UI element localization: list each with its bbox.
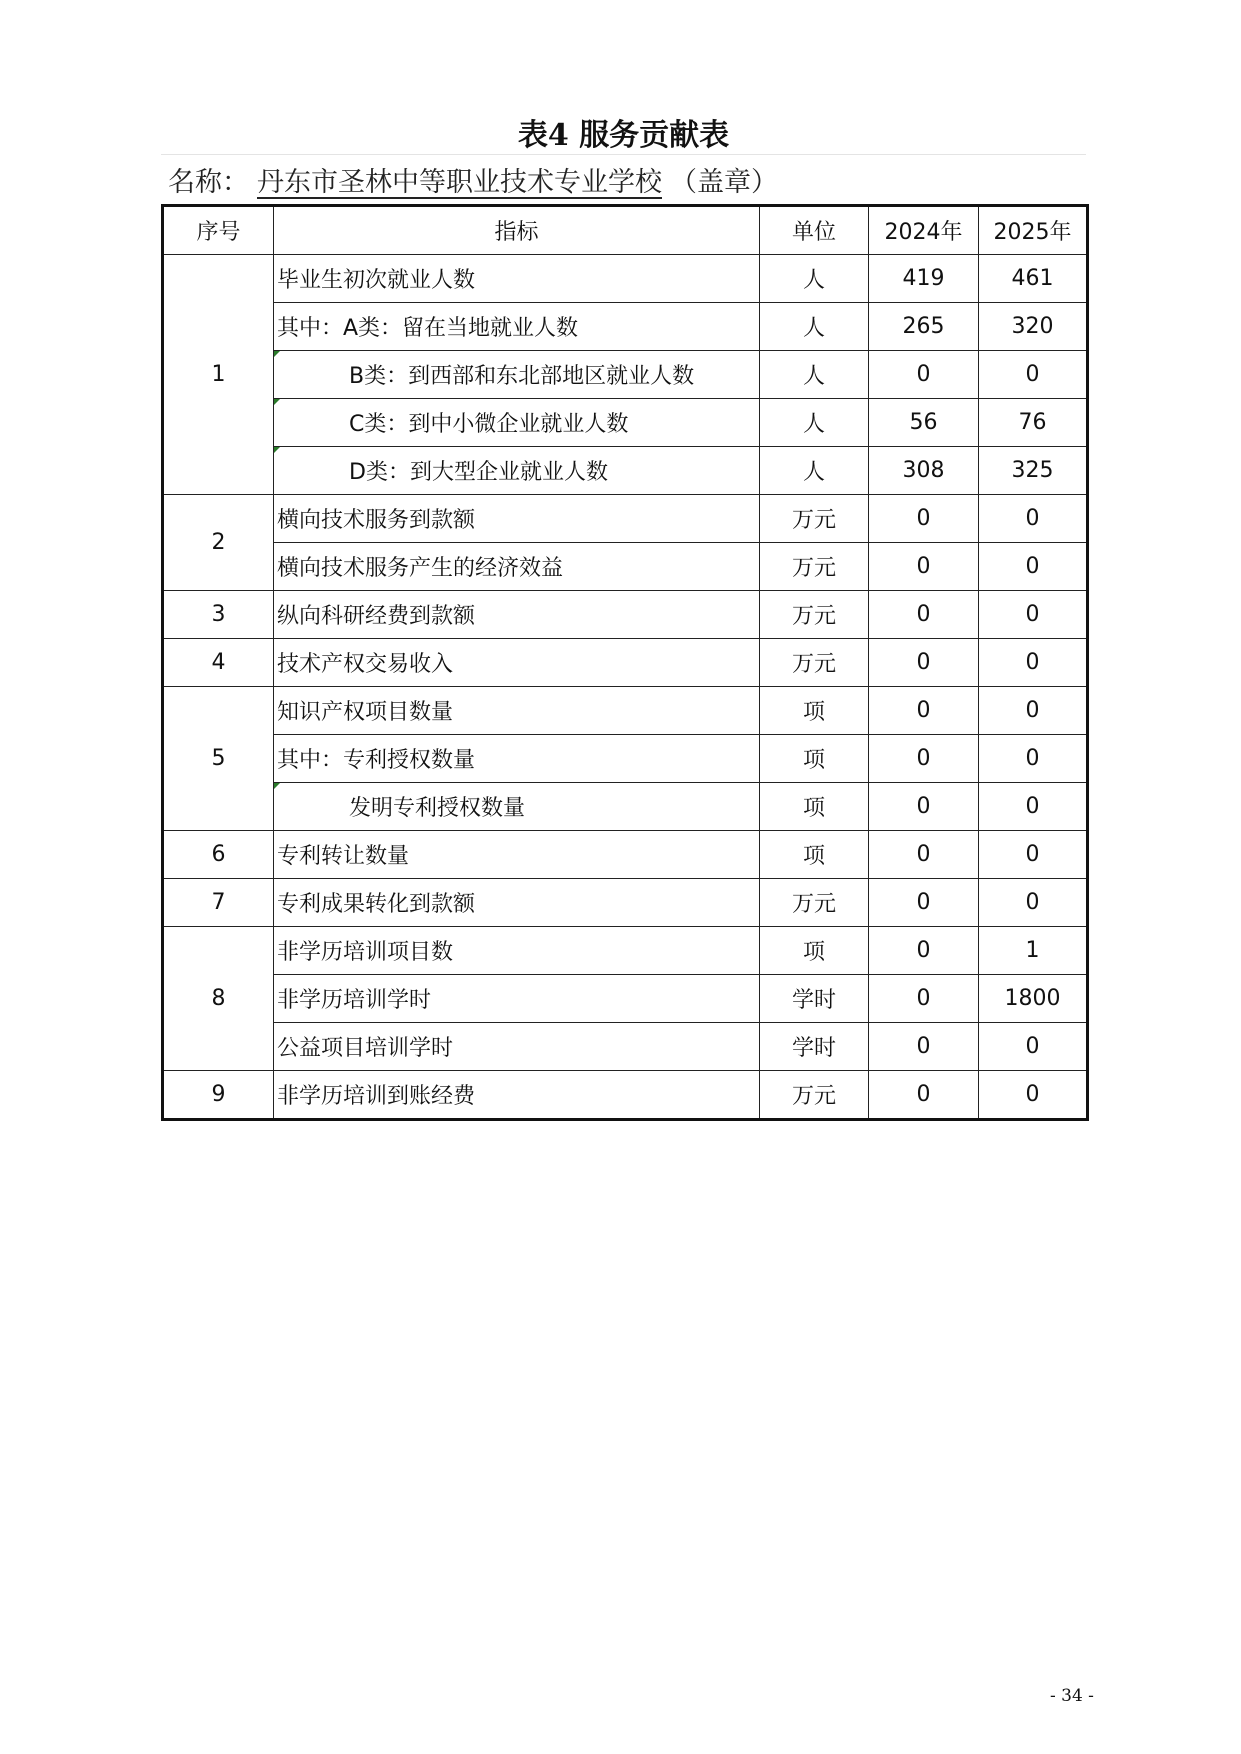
indicator-cell: 专利成果转化到款额 xyxy=(274,879,760,927)
header-2024: 2024年 xyxy=(869,206,979,255)
unit-cell: 人 xyxy=(760,303,869,351)
indicator-cell: 知识产权项目数量 xyxy=(274,687,760,735)
table-row xyxy=(163,255,1088,303)
unit-cell: 项 xyxy=(760,735,869,783)
seal-note: （盖章） xyxy=(670,167,778,198)
table-row xyxy=(163,879,1088,927)
table-row xyxy=(163,639,1088,687)
school-name-row xyxy=(168,160,778,199)
table-row xyxy=(163,447,1088,495)
header-2025: 2025年 xyxy=(979,206,1088,255)
indicator-cell: 横向技术服务产生的经济效益 xyxy=(274,543,760,591)
indicator-cell: 公益项目培训学时 xyxy=(274,1023,760,1071)
unit-cell: 项 xyxy=(760,783,869,831)
header-row xyxy=(163,206,1088,255)
table-row xyxy=(163,783,1088,831)
value-2024-cell: 265 xyxy=(869,303,979,351)
row-number: 8 xyxy=(163,927,274,1071)
unit-cell: 万元 xyxy=(760,495,869,543)
value-2024-cell: 0 xyxy=(869,783,979,831)
value-2024-cell: 0 xyxy=(869,543,979,591)
table-row xyxy=(163,1023,1088,1071)
row-number: 4 xyxy=(163,639,274,687)
indicator-cell: 专利转让数量 xyxy=(274,831,760,879)
indicator-cell: B类：到西部和东北部地区就业人数 xyxy=(274,351,760,399)
value-2024-cell: 419 xyxy=(869,255,979,303)
indicator-cell: 其中：专利授权数量 xyxy=(274,735,760,783)
row-number: 7 xyxy=(163,879,274,927)
table-row xyxy=(163,927,1088,975)
value-2025-cell: 0 xyxy=(979,687,1088,735)
table-title: 表4 服务贡献表 xyxy=(517,118,730,153)
value-2025-cell: 0 xyxy=(979,639,1088,687)
service-contribution-table xyxy=(161,204,1089,1121)
unit-cell: 人 xyxy=(760,351,869,399)
value-2024-cell: 0 xyxy=(869,735,979,783)
name-label: 名称： xyxy=(168,167,249,198)
value-2025-cell: 1 xyxy=(979,927,1088,975)
value-2025-cell: 0 xyxy=(979,543,1088,591)
row-number: 2 xyxy=(163,495,274,591)
school-name: 丹东市圣林中等职业技术专业学校 xyxy=(257,167,662,198)
value-2024-cell: 0 xyxy=(869,879,979,927)
unit-cell: 万元 xyxy=(760,591,869,639)
header-no: 序号 xyxy=(163,206,274,255)
table-row xyxy=(163,591,1088,639)
table-row xyxy=(163,543,1088,591)
value-2025-cell: 0 xyxy=(979,1023,1088,1071)
value-2025-cell: 1800 xyxy=(979,975,1088,1023)
indicator-cell: C类：到中小微企业就业人数 xyxy=(274,399,760,447)
value-2024-cell: 0 xyxy=(869,831,979,879)
table-row xyxy=(163,975,1088,1023)
value-2024-cell: 0 xyxy=(869,351,979,399)
indicator-cell: D类：到大型企业就业人数 xyxy=(274,447,760,495)
table-row xyxy=(163,303,1088,351)
indicator-cell: 毕业生初次就业人数 xyxy=(274,255,760,303)
unit-cell: 人 xyxy=(760,447,869,495)
table-row xyxy=(163,1071,1088,1120)
value-2025-cell: 0 xyxy=(979,351,1088,399)
value-2024-cell: 0 xyxy=(869,687,979,735)
row-number: 5 xyxy=(163,687,274,831)
indicator-cell: 其中：A类：留在当地就业人数 xyxy=(274,303,760,351)
unit-cell: 万元 xyxy=(760,639,869,687)
value-2025-cell: 320 xyxy=(979,303,1088,351)
header-indicator: 指标 xyxy=(274,206,760,255)
indicator-cell: 非学历培训到账经费 xyxy=(274,1071,760,1120)
value-2024-cell: 56 xyxy=(869,399,979,447)
value-2024-cell: 0 xyxy=(869,927,979,975)
value-2025-cell: 461 xyxy=(979,255,1088,303)
indicator-cell: 横向技术服务到款额 xyxy=(274,495,760,543)
indicator-cell: 非学历培训学时 xyxy=(274,975,760,1023)
row-number: 1 xyxy=(163,255,274,495)
indicator-cell: 纵向科研经费到款额 xyxy=(274,591,760,639)
indicator-cell: 发明专利授权数量 xyxy=(274,783,760,831)
unit-cell: 人 xyxy=(760,255,869,303)
unit-cell: 学时 xyxy=(760,975,869,1023)
row-number: 3 xyxy=(163,591,274,639)
page-number: - 34 - xyxy=(1050,1686,1094,1706)
value-2024-cell: 0 xyxy=(869,495,979,543)
value-2024-cell: 0 xyxy=(869,591,979,639)
table-row xyxy=(163,495,1088,543)
value-2025-cell: 0 xyxy=(979,1071,1088,1120)
value-2024-cell: 0 xyxy=(869,975,979,1023)
table-row xyxy=(163,735,1088,783)
value-2025-cell: 76 xyxy=(979,399,1088,447)
value-2025-cell: 325 xyxy=(979,447,1088,495)
value-2025-cell: 0 xyxy=(979,735,1088,783)
table-row xyxy=(163,831,1088,879)
unit-cell: 项 xyxy=(760,927,869,975)
unit-cell: 学时 xyxy=(760,1023,869,1071)
indicator-cell: 技术产权交易收入 xyxy=(274,639,760,687)
value-2024-cell: 0 xyxy=(869,639,979,687)
unit-cell: 万元 xyxy=(760,543,869,591)
value-2024-cell: 0 xyxy=(869,1023,979,1071)
unit-cell: 万元 xyxy=(760,1071,869,1120)
indicator-cell: 非学历培训项目数 xyxy=(274,927,760,975)
value-2024-cell: 0 xyxy=(869,1071,979,1120)
unit-cell: 人 xyxy=(760,399,869,447)
value-2025-cell: 0 xyxy=(979,879,1088,927)
value-2025-cell: 0 xyxy=(979,495,1088,543)
table-row xyxy=(163,687,1088,735)
divider xyxy=(161,154,1086,155)
row-number: 6 xyxy=(163,831,274,879)
value-2025-cell: 0 xyxy=(979,831,1088,879)
row-number: 9 xyxy=(163,1071,274,1120)
table-row xyxy=(163,351,1088,399)
value-2025-cell: 0 xyxy=(979,783,1088,831)
unit-cell: 万元 xyxy=(760,879,869,927)
unit-cell: 项 xyxy=(760,687,869,735)
unit-cell: 项 xyxy=(760,831,869,879)
value-2024-cell: 308 xyxy=(869,447,979,495)
table-row xyxy=(163,399,1088,447)
header-unit: 单位 xyxy=(760,206,869,255)
value-2025-cell: 0 xyxy=(979,591,1088,639)
